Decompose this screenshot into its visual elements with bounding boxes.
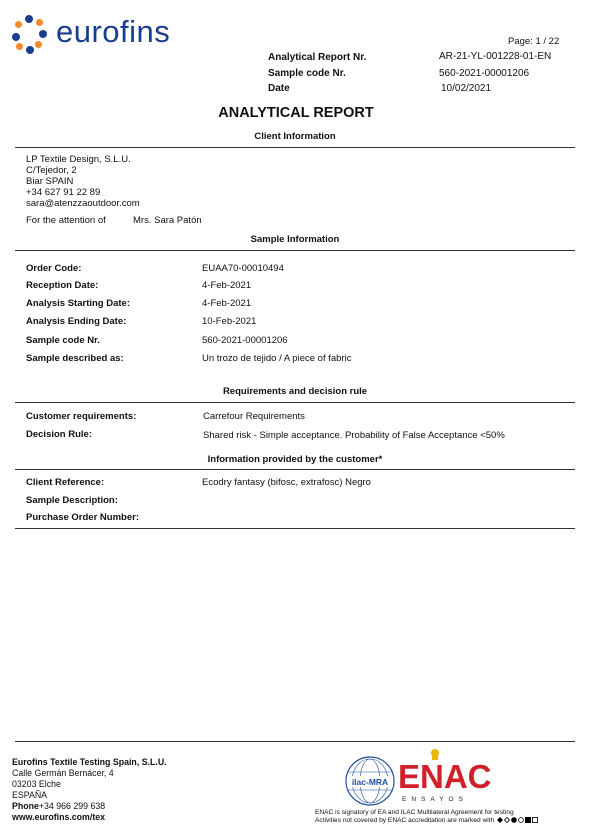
requirements-value: Carrefour Requirements xyxy=(203,411,305,422)
sample-label: Order Code: xyxy=(26,263,82,274)
requirements-heading: Requirements and decision rule xyxy=(222,386,368,397)
footer-country: ESPAÑA xyxy=(12,790,48,800)
sample-label: Sample described as: xyxy=(26,353,124,364)
sample-value: 10-Feb-2021 xyxy=(202,316,257,327)
sample-value: EUAA70-00010494 xyxy=(202,263,284,274)
customer-value: Ecodry fantasy (bifosc, extrafosc) Negro xyxy=(202,477,371,488)
decision-rule-value: Shared risk - Simple acceptance. Probability of False Acceptance <50% xyxy=(203,430,505,441)
accreditation-note-2: Activities not covered by ENAC accreditation are marked with xyxy=(315,817,538,825)
circle-outline-icon xyxy=(518,817,524,823)
requirements-label: Customer requirements: xyxy=(26,411,137,422)
phone-number: +34 966 299 638 xyxy=(38,801,106,811)
footer-city: 03203 Elche xyxy=(12,779,61,789)
sample-code-label: Sample code Nr. xyxy=(268,68,346,79)
footer-street: Calle Germán Bernácer, 4 xyxy=(12,768,114,778)
divider xyxy=(15,250,575,251)
divider xyxy=(15,528,575,529)
sample-heading: Sample Information xyxy=(250,234,340,245)
footer-address xyxy=(12,757,167,823)
sample-value: 4-Feb-2021 xyxy=(202,298,252,309)
client-email: sara@atenzzaoutdoor.com xyxy=(26,198,140,209)
customer-label: Sample Description: xyxy=(26,495,118,506)
sample-label: Reception Date: xyxy=(26,280,99,291)
divider xyxy=(15,402,575,403)
ilac-text: ilac-MRA xyxy=(351,777,389,787)
customer-heading: Information provided by the customer* xyxy=(207,454,383,465)
enac-text: ENAC xyxy=(398,758,492,795)
ilac-mra-seal-icon xyxy=(344,755,396,807)
client-line: Biar SPAIN xyxy=(26,176,74,187)
diamond-outline-icon xyxy=(504,817,510,823)
sample-value: Un trozo de tejido / A piece of fabric xyxy=(202,353,352,364)
accreditation-note-1: ENAC is signatory of EA and ILAC Multilateral Agreement for testing xyxy=(315,809,514,816)
divider xyxy=(15,469,575,470)
accreditation-note xyxy=(315,809,538,824)
sample-label: Analysis Ending Date: xyxy=(26,316,127,327)
enac-sub: ENSAYOS xyxy=(402,796,468,803)
footer-phone xyxy=(12,801,167,812)
sample-value: 560-2021-00001206 xyxy=(202,335,288,346)
sample-label: Sample code Nr. xyxy=(26,335,100,346)
diamond-filled-icon xyxy=(497,817,503,823)
report-nr-label: Analytical Report Nr. xyxy=(268,52,367,63)
sample-label: Analysis Starting Date: xyxy=(26,298,130,309)
divider xyxy=(15,147,575,148)
sample-code: 560-2021-00001206 xyxy=(439,68,530,79)
decision-rule-label: Decision Rule: xyxy=(26,429,92,440)
client-heading: Client Information xyxy=(254,131,336,142)
square-outline-icon xyxy=(532,817,538,823)
logo-wordmark: eurofins xyxy=(56,14,171,49)
eurofins-logo xyxy=(12,14,202,54)
date-label: Date xyxy=(268,83,290,94)
client-line: C/Tejedor, 2 xyxy=(26,165,77,176)
report-nr: AR-21-YL-001228-01-EN xyxy=(439,51,552,62)
footer-divider xyxy=(15,741,575,742)
sample-value: 4-Feb-2021 xyxy=(202,280,252,291)
enac-logo-icon xyxy=(398,746,498,806)
attention-name: Mrs. Sara Patón xyxy=(133,215,202,226)
customer-label: Purchase Order Number: xyxy=(26,512,139,523)
circle-filled-icon xyxy=(511,817,517,823)
report-date: 10/02/2021 xyxy=(441,83,492,94)
client-line: LP Textile Design, S.L.U. xyxy=(26,154,131,165)
client-line: +34 627 91 22 89 xyxy=(26,187,101,198)
square-filled-icon xyxy=(525,817,531,823)
page-title: ANALYTICAL REPORT xyxy=(218,105,374,121)
phone-label: Phone xyxy=(12,801,39,811)
attention-label: For the attention of xyxy=(26,215,106,226)
footer-website[interactable]: www.eurofins.com/tex xyxy=(12,812,106,822)
customer-label: Client Reference: xyxy=(26,477,105,488)
page-number: Page: 1 / 22 xyxy=(508,36,560,47)
footer-company: Eurofins Textile Testing Spain, S.L.U. xyxy=(12,757,167,767)
